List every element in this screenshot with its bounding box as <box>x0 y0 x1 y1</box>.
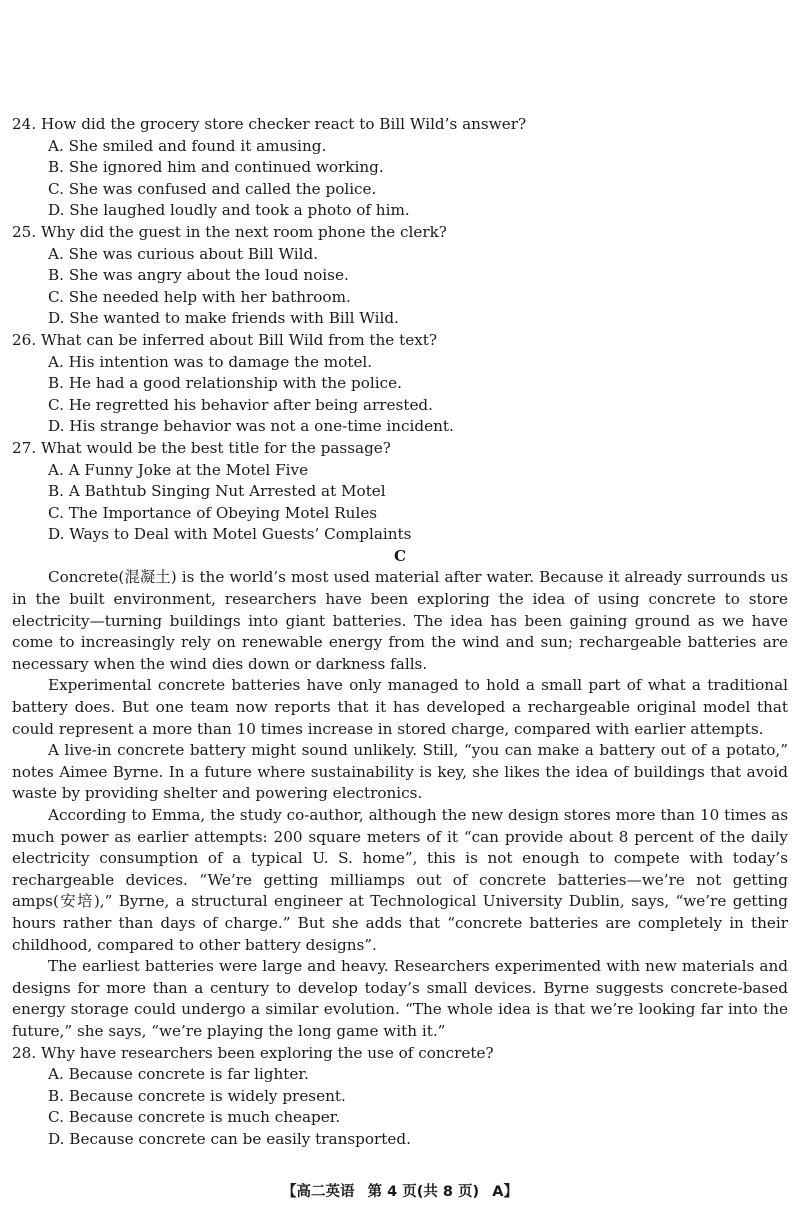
option: A. A Funny Joke at the Motel Five <box>48 460 309 479</box>
footer-course: 【高二英语 <box>282 1184 355 1200</box>
option: B. She ignored him and continued working. <box>48 158 384 177</box>
footer-page-number: 第 4 页(共 8 页) <box>367 1184 480 1200</box>
passage-paragraph: The earliest batteries were large and heavy. Researchers experimented with new materials and designs for more than a century to develop today’s small devices. Byrne suggests concrete-based energy storage could undergo a similar evolution. “The whole idea is that we’re looking far into the future,” she says, “we’re playing the long game with it.” <box>12 957 788 1040</box>
passage-paragraph: According to Emma, the study co-author, although the new design stores more than 10 times as much power as earlier attempts: 200 square meters of it “can provide about 8 percent of the daily electricity consumption of a typical U. S. home”, this is not enough to compete with today’s rechargeable devices. “We’re getting milliamps out of concrete batteries—we’re not getting amps(安培),” Byrne, a structural engineer at Technological University Dublin, says, “we’re getting hours rather than days of charge.” But she adds that “concrete batteries are completely in their childhood, compared to other battery designs”. <box>12 806 788 954</box>
exam-page <box>12 114 788 1151</box>
option: D. His strange behavior was not a one-time incident. <box>48 417 454 436</box>
option: A. She was curious about Bill Wild. <box>48 244 319 263</box>
footer-version: A】 <box>492 1184 518 1200</box>
question-stem: 24. How did the grocery store checker react to Bill Wild’s answer? <box>12 115 527 133</box>
option: B. Because concrete is widely present. <box>48 1086 346 1105</box>
option: C. She needed help with her bathroom. <box>48 287 351 306</box>
option: A. She smiled and found it amusing. <box>48 136 327 155</box>
question-27 <box>12 438 788 546</box>
passage-paragraph: Concrete(混凝土) is the world’s most used material after water. Because it already surrounds us in the built environment, researchers have been exploring the idea of using concrete to store electricity—turning buildings into giant batteries. The idea has been gaining ground as we have come to increasingly rely on renewable energy from the wind and sun; rechargeable batteries are necessary when the wind dies down or darkness falls. <box>12 568 788 673</box>
question-24 <box>12 114 788 222</box>
option: B. She was angry about the loud noise. <box>48 266 349 285</box>
option: D. Ways to Deal with Motel Guests’ Complaints <box>48 525 412 544</box>
question-25 <box>12 222 788 330</box>
option: D. She wanted to make friends with Bill Wild. <box>48 309 399 328</box>
question-stem: 25. Why did the guest in the next room phone the clerk? <box>12 222 447 241</box>
option: D. Because concrete can be easily transported. <box>48 1129 411 1148</box>
question-stem: 27. What would be the best title for the passage? <box>12 438 391 457</box>
option: A. His intention was to damage the motel. <box>48 352 373 371</box>
question-26 <box>12 330 788 438</box>
option: C. Because concrete is much cheaper. <box>48 1108 341 1127</box>
passage-paragraph: Experimental concrete batteries have only managed to hold a small part of what a traditional battery does. But one team now reports that it has developed a rechargeable original model that could represent a more than 10 times increase in stored charge, compared with earlier attempts. <box>12 676 788 738</box>
passage-paragraph: A live-in concrete battery might sound unlikely. Still, “you can make a battery out of a potato,” notes Aimee Byrne. In a future where sustainability is key, she likes the idea of buildings that avoid waste by providing shelter and powering electronics. <box>12 741 788 803</box>
option: D. She laughed loudly and took a photo of him. <box>48 201 410 220</box>
option: A. Because concrete is far lighter. <box>48 1065 309 1084</box>
question-stem: 26. What can be inferred about Bill Wild from the text? <box>12 330 438 349</box>
reading-passage <box>12 567 788 1042</box>
option: C. She was confused and called the police. <box>48 179 377 198</box>
question-28 <box>12 1043 788 1151</box>
section-heading: C <box>393 546 407 565</box>
option: B. A Bathtub Singing Nut Arrested at Motel <box>48 482 386 501</box>
page-footer <box>0 1182 800 1204</box>
option: C. The Importance of Obeying Motel Rules <box>48 503 378 522</box>
option: C. He regretted his behavior after being arrested. <box>48 395 433 414</box>
question-stem: 28. Why have researchers been exploring the use of concrete? <box>12 1043 494 1062</box>
option: B. He had a good relationship with the police. <box>48 374 402 393</box>
